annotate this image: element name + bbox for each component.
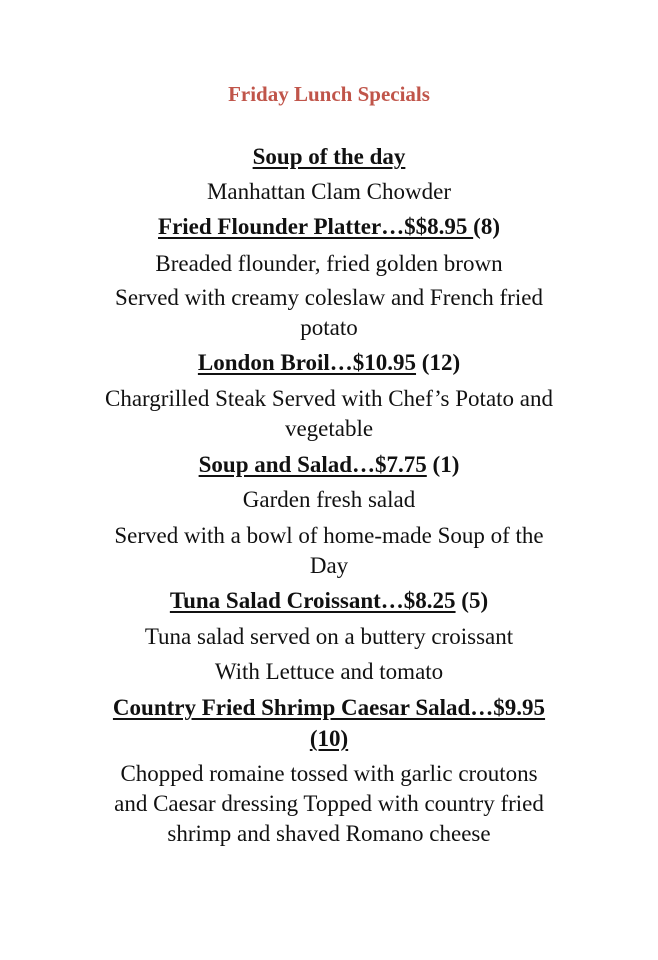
item-title-price: Soup and Salad…$7.75 [198, 452, 427, 477]
menu-item-heading [60, 693, 598, 723]
item-description-line: Tuna salad served on a buttery croissant [144, 624, 514, 649]
soup-of-day-heading [60, 142, 598, 172]
item-count: (8) [473, 214, 500, 239]
item-title-price: Fried Flounder Platter…$$8.95 [158, 214, 474, 239]
item-description-line: shrimp and shaved Romano cheese [167, 821, 491, 846]
soup-of-day-heading-text: Soup of the day [252, 144, 406, 169]
item-count: (1) [432, 452, 460, 477]
item-description-line: Day [309, 553, 349, 578]
item-description-line: Chargrilled Steak Served with Chef’s Potato and [105, 386, 553, 411]
item-description-line: potato [300, 315, 358, 340]
page-title: Friday Lunch Specials [228, 82, 430, 106]
menu-item-heading [60, 586, 598, 616]
menu-item-heading-continued [60, 724, 598, 754]
item-count: (5) [461, 588, 489, 613]
item-description-line: vegetable [284, 416, 374, 441]
item-count: (10) [309, 726, 349, 751]
item-description-line: With Lettuce and tomato [214, 659, 444, 684]
item-title-price: London Broil…$10.95 [197, 350, 417, 375]
soup-of-day-name: Manhattan Clam Chowder [206, 179, 451, 204]
item-description-line: Served with creamy coleslaw and French fried [115, 285, 543, 310]
item-title-price: Tuna Salad Croissant…$8.25 [169, 588, 456, 613]
item-description-line: Chopped romaine tossed with garlic croutons [120, 761, 538, 786]
item-description-line: Breaded flounder, fried golden brown [155, 251, 503, 276]
item-count: (12) [421, 350, 461, 375]
item-description-line: Served with a bowl of home-made Soup of the [114, 523, 544, 548]
menu-item-heading [60, 348, 598, 378]
item-title-price: Country Fried Shrimp Caesar Salad…$9.95 [112, 695, 546, 720]
menu-item-heading [60, 450, 598, 480]
item-description-line: and Caesar dressing Topped with country fried [114, 791, 544, 816]
item-description-line: Garden fresh salad [242, 487, 416, 512]
menu-item-heading [60, 212, 598, 242]
